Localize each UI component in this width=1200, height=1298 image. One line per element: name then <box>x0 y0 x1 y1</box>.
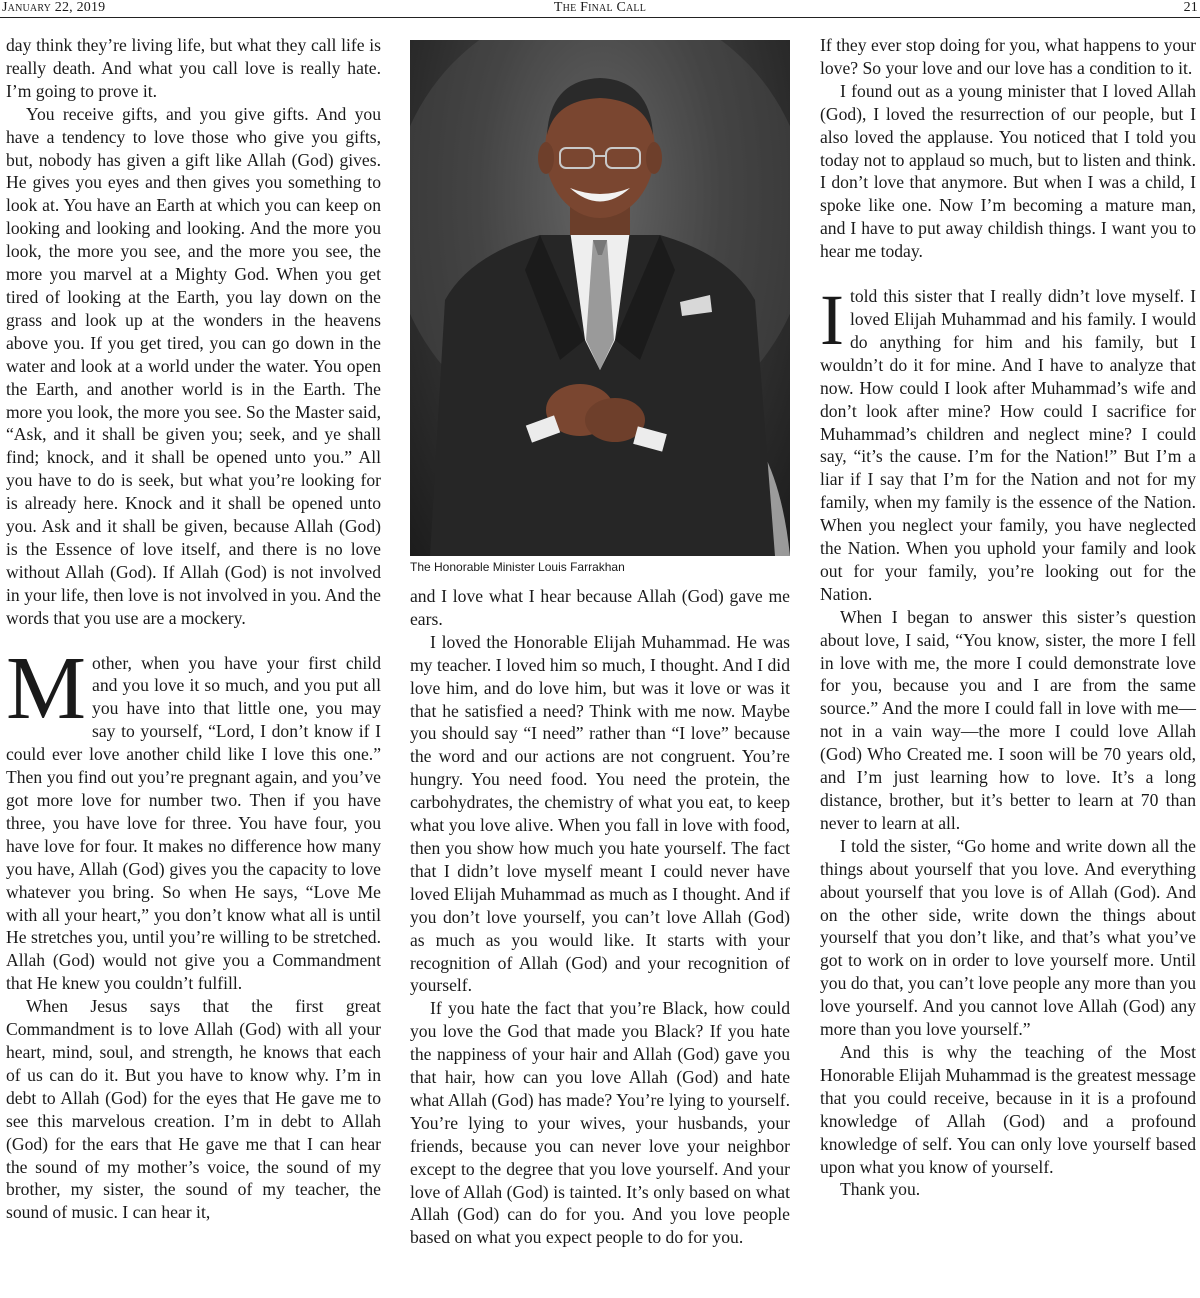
drop-cap: I <box>820 280 844 361</box>
paragraph: When I began to answer this sister’s question about love, I said, “You know, sister, the more I fell in love with me, the more I could demonstrate love for you, because you and I are from the same source.” And the more I could fall in love with me—not in a vain way—the more I could love Allah (God) Who Created me. I soon will be 70 years old, and I’m just learning how to love. It’s a long distance, brother, but it’s better to learn at 70 than never to learn at all. <box>820 606 1196 833</box>
article-column-2 <box>410 40 790 1249</box>
page-header <box>0 0 1200 18</box>
photo-caption: The Honorable Minister Louis Farrakhan <box>410 560 625 574</box>
portrait-illustration <box>410 40 790 556</box>
paragraph: Thank you. <box>840 1179 921 1200</box>
paragraph: If you hate the fact that you’re Black, how could you love the God that made you Black? If you hate the nappiness of your hair and Allah (God) gave you that hair, how can you love Allah (God) and hate what Allah (God) has made? You’re lying to yourself. You’re lying to your wives, your husbands, your friends, because you can never love your neighbor except to the degree that you love yourself. And your love of Allah (God) is tainted. It’s only based on what Allah (God) can do for you. And you love people based on what you expect people to do for you. <box>410 998 790 1248</box>
paragraph-text: other, when you have your first child and you love it so much, and you put all you have into that little one, you may say to yourself, “Lord, I don’t know if I could ever love another child like I love this one.” Then you find out you’re pregnant again, and you’ve got more love for number two. Then if you have three, you have love for three. You have four, you have love for four. It makes no difference how many you have, Allah (God) gives you the capacity to love whatever you bring. So when He says, “Love Me with all your heart,” you don’t know what all is until He stretches you, until you’re willing to be stretched. Allah (God) would not give you a Commandment that He knew you couldn’t fulfill. <box>6 652 381 994</box>
paragraph: You receive gifts, and you give gifts. And you have a tendency to love those who give you gifts, but, nobody has given a gift like Allah (God) gives. He gives you eyes and then gives you something to look at. You have an Earth at which you can keep on looking and looking and looking. And the more you look, the more you see, and the more you see, the more you marvel at a Mighty God. When you get tired of looking at the Earth, you lay down on the grass and look up at the wonders in the heavens above you. If you get tired, you can go down in the water and look at a world under the water. You open the Earth, and another world is in the Earth. The more you look, the more you see. So the Master said, “Ask, and it shall be given you; seek, and ye shall find; knock, and it shall be opened unto you.” All you have to do is seek, but what you’re looking for is already here. Knock and it shall be opened unto you. Ask and it shall be given, because Allah (God) is the Essence of love itself, and there is no love without Allah (God). If Allah (God) is not involved in your life, then love is not involved in you. And the words that you use are a mockery. <box>6 103 381 628</box>
paragraph: I told the sister, “Go home and write down all the things about yourself that you love. And everything about yourself that you love is of Allah (God). And on the other side, write down the things about yourself that you don’t like, and that’s what you’ve got to work on in order to love yourself more. Until you do that, you can’t love people any more than you love yourself. And you cannot love Allah (God) any more than you love yourself.” <box>820 835 1196 1040</box>
portrait-photo <box>410 40 790 556</box>
article-column-3 <box>820 34 1196 1201</box>
paragraph-text: told this sister that I really didn’t love myself. I loved Elijah Muhammad and his family. I would do anything for him and his family, but I wouldn’t do it for mine. And I have to analyze that now. How could I look after Muhammad’s wife and don’t look after mine? How could I sacrifice for Muhammad’s children and neglect mine? I could say, “it’s the cause. I’m for the Nation!” But I’m a liar if I say that I’m for the Nation and not for my family, when my family is the essence of the Nation. When you neglect your family, you have neglected the Nation. When you uphold your family and look out for your family, you’re looking out for the Nation. <box>820 286 1196 604</box>
drop-cap: M <box>6 638 87 738</box>
page-number: 21 <box>1183 0 1198 15</box>
paragraph: and I love what I hear because Allah (God) gave me ears. <box>410 586 790 629</box>
paragraph: I loved the Honorable Elijah Muhammad. He was my teacher. I loved him so much, I thought. And I did love him, and do love him, but was it love or was it that he satisfied a need? Think with me now. Maybe you should say “I need” rather than “I love” because the word and our actions are not congruent. You’re hungry. You need food. You need the protein, the carbohydrates, the chemistry of what you eat, to keep what you love alive. When you fall in love with food, then you show how much you hate yourself. The fact that I didn’t love myself meant I could never have loved Elijah Muhammad as much as I thought. And if you don’t love yourself, you can’t love Allah (God) as much as you would like. It starts with your recognition of Allah (God) and your recognition of yourself. <box>410 631 790 996</box>
paragraph-dropcap <box>6 638 381 996</box>
paragraph: day think they’re living life, but what they call life is really death. And what you call love is really hate. I’m going to prove it. <box>6 35 381 101</box>
paragraph-dropcap <box>820 280 1196 606</box>
paragraph: I found out as a young minister that I loved Allah (God), I loved the resurrection of our people, but I also loved the applause. You noticed that I told you today not to applaud so much, but to listen and think. I don’t love that anymore. But when I was a child, I spoke like one. Now I’m becoming a mature man, and I have to put away childish things. I want you to hear me today. <box>820 80 1196 262</box>
publication-name: The Final Call <box>553 0 647 15</box>
article-column-1 <box>6 34 381 1224</box>
paragraph: And this is why the teaching of the Most Honorable Elijah Muhammad is the greatest message that you could receive, because in it is a profound knowledge of Allah (God) and a profound knowledge of self. You can only love yourself based upon what you know of yourself. <box>820 1041 1196 1177</box>
paragraph: When Jesus says that the first great Commandment is to love Allah (God) with all your heart, mind, soul, and strength, he knows that each of us can do it. But you have to know why. I’m in debt to Allah (God) for the eyes that He gave me to see this marvelous creation. I’m in debt to Allah (God) for the ears that He gave me that I can hear the sound of my mother’s voice, the sound of my brother, my sister, the sound of my teacher, the sound of music. I can hear it, <box>6 996 381 1223</box>
issue-date: January 22, 2019 <box>2 0 106 15</box>
paragraph: If they ever stop doing for you, what happens to your love? So your love and our love has a condition to it. <box>820 35 1196 78</box>
